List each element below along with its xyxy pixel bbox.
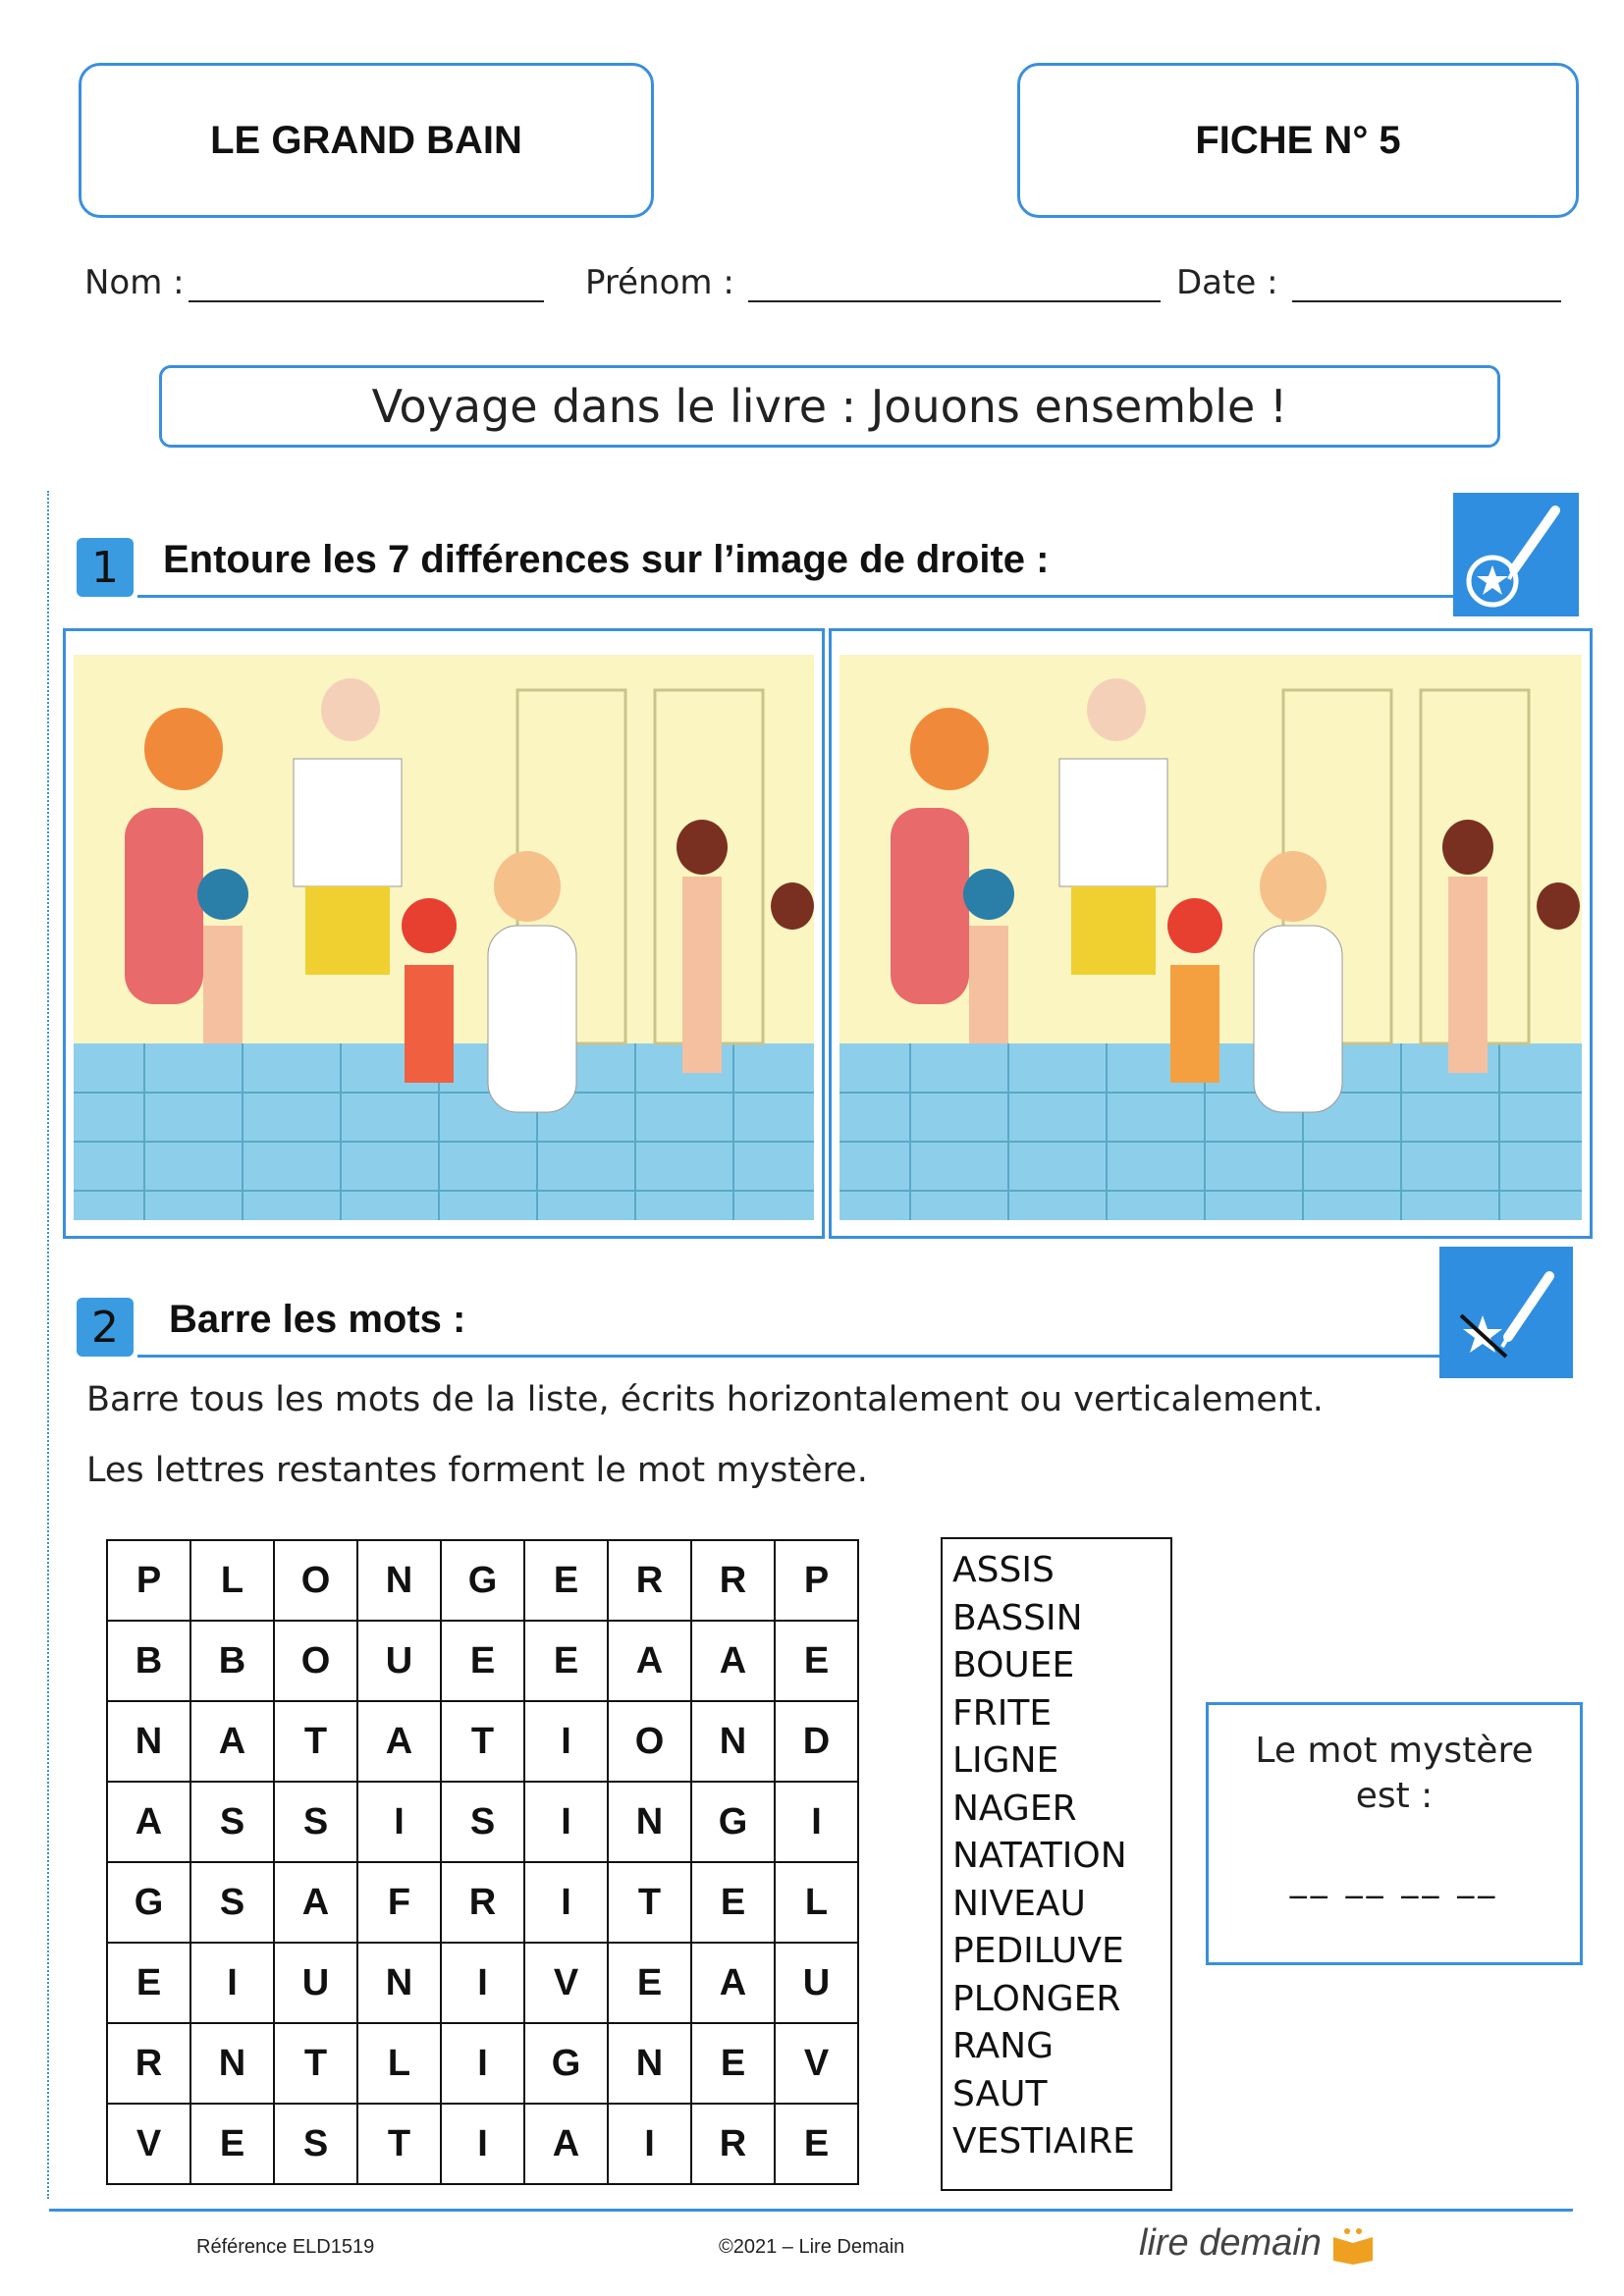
word-list-item: VESTIAIRE bbox=[952, 2121, 1135, 2162]
section-1-title: Entoure les 7 différences sur l’image de droite : bbox=[163, 538, 1050, 581]
grid-cell[interactable]: N bbox=[691, 1701, 775, 1782]
grid-cell[interactable]: F bbox=[357, 1862, 441, 1943]
grid-cell[interactable]: E bbox=[608, 1943, 691, 2023]
grid-row bbox=[107, 1943, 858, 2023]
grid-cell[interactable]: I bbox=[441, 2104, 524, 2184]
grid-cell[interactable]: D bbox=[775, 1701, 858, 1782]
differences-picture[interactable] bbox=[829, 628, 1593, 1239]
grid-cell[interactable]: I bbox=[775, 1782, 858, 1862]
cross-pencil-svg bbox=[1439, 1247, 1573, 1378]
prenom-field[interactable] bbox=[748, 300, 1161, 302]
word-list-item: NATATION bbox=[952, 1836, 1127, 1876]
grid-cell[interactable]: E bbox=[775, 2104, 858, 2184]
grid-row bbox=[107, 1701, 858, 1782]
grid-cell[interactable]: E bbox=[190, 2104, 274, 2184]
grid-cell[interactable]: U bbox=[775, 1943, 858, 2023]
grid-cell[interactable]: N bbox=[357, 1540, 441, 1621]
book-icon bbox=[1331, 2225, 1375, 2265]
pool-scene-modified bbox=[832, 631, 1590, 1236]
footer-rule bbox=[49, 2209, 1573, 2212]
word-list-item: SAUT bbox=[952, 2073, 1048, 2114]
grid-cell[interactable]: L bbox=[190, 1540, 274, 1621]
grid-cell[interactable]: E bbox=[691, 1862, 775, 1943]
grid-row bbox=[107, 1621, 858, 1701]
section-2-number bbox=[77, 1298, 134, 1357]
section-1-number-text: 1 bbox=[91, 542, 119, 593]
banner-text: Voyage dans le livre : Jouons ensemble ! bbox=[371, 380, 1288, 433]
grid-cell[interactable]: A bbox=[691, 1621, 775, 1701]
prenom-label: Prénom : bbox=[585, 263, 734, 302]
grid-cell[interactable]: G bbox=[524, 2023, 608, 2104]
grid-cell[interactable]: V bbox=[775, 2023, 858, 2104]
grid-cell[interactable]: A bbox=[357, 1701, 441, 1782]
grid-cell[interactable]: I bbox=[441, 1943, 524, 2023]
mystery-prompt bbox=[1209, 1729, 1580, 1819]
footer-copyright: ©2021 – Lire Demain bbox=[719, 2236, 905, 2258]
grid-cell[interactable]: N bbox=[190, 2023, 274, 2104]
grid-row bbox=[107, 2104, 858, 2184]
grid-cell[interactable]: E bbox=[107, 1943, 190, 2023]
section-2-rule bbox=[137, 1355, 1439, 1358]
section-2-number-text: 2 bbox=[91, 1302, 119, 1353]
grid-cell[interactable]: V bbox=[524, 1943, 608, 2023]
grid-cell[interactable]: A bbox=[524, 2104, 608, 2184]
grid-cell[interactable]: I bbox=[357, 1782, 441, 1862]
grid-cell[interactable]: B bbox=[190, 1621, 274, 1701]
grid-row bbox=[107, 1862, 858, 1943]
footer-reference: Référence ELD1519 bbox=[196, 2236, 375, 2258]
grid-cell[interactable]: T bbox=[274, 2023, 357, 2104]
grid-cell[interactable]: E bbox=[691, 2023, 775, 2104]
grid-cell[interactable]: R bbox=[691, 2104, 775, 2184]
grid-cell[interactable]: G bbox=[107, 1862, 190, 1943]
logo-text: lire demain bbox=[1139, 2222, 1322, 2264]
left-margin-dotted-line bbox=[47, 491, 49, 2199]
grid-cell[interactable]: L bbox=[357, 2023, 441, 2104]
mystery-word-box bbox=[1206, 1702, 1583, 1965]
grid-cell[interactable]: G bbox=[441, 1540, 524, 1621]
grid-cell[interactable]: I bbox=[524, 1701, 608, 1782]
cross-pencil-icon bbox=[1439, 1247, 1573, 1378]
grid-cell[interactable]: R bbox=[608, 1540, 691, 1621]
grid-cell[interactable]: P bbox=[775, 1540, 858, 1621]
grid-cell[interactable]: S bbox=[190, 1862, 274, 1943]
title-box-right bbox=[1017, 63, 1579, 218]
mystery-line-1: Le mot mystère bbox=[1255, 1731, 1534, 1771]
grid-cell[interactable]: O bbox=[274, 1621, 357, 1701]
word-list-item: ASSIS bbox=[952, 1550, 1055, 1590]
word-list-item: PEDILUVE bbox=[952, 1931, 1124, 1971]
grid-cell[interactable]: A bbox=[274, 1862, 357, 1943]
star-pencil-icon bbox=[1453, 493, 1579, 616]
word-list-item: BASSIN bbox=[952, 1597, 1083, 1638]
grid-cell[interactable]: B bbox=[107, 1621, 190, 1701]
word-list-item: NAGER bbox=[952, 1788, 1077, 1829]
grid-cell[interactable]: N bbox=[107, 1701, 190, 1782]
title-box-left bbox=[79, 63, 654, 218]
date-field[interactable] bbox=[1292, 300, 1561, 302]
grid-cell[interactable]: R bbox=[441, 1862, 524, 1943]
grid-cell[interactable]: A bbox=[608, 1621, 691, 1701]
word-search-grid[interactable] bbox=[106, 1539, 859, 2185]
nom-label: Nom : bbox=[84, 263, 185, 302]
grid-cell[interactable]: I bbox=[524, 1862, 608, 1943]
original-picture bbox=[63, 628, 825, 1239]
word-list-item: PLONGER bbox=[952, 1978, 1121, 2019]
grid-cell[interactable]: I bbox=[608, 2104, 691, 2184]
grid-cell[interactable]: N bbox=[357, 1943, 441, 2023]
grid-cell[interactable]: A bbox=[190, 1701, 274, 1782]
instruction-line-2: Les lettres restantes forment le mot mystère. bbox=[86, 1451, 868, 1490]
grid-cell[interactable]: S bbox=[274, 2104, 357, 2184]
grid-cell[interactable]: L bbox=[775, 1862, 858, 1943]
word-list-item: RANG bbox=[952, 2026, 1055, 2066]
grid-cell[interactable]: T bbox=[357, 2104, 441, 2184]
grid-cell[interactable]: P bbox=[107, 1540, 190, 1621]
grid-cell[interactable]: A bbox=[691, 1943, 775, 2023]
grid-cell[interactable]: G bbox=[691, 1782, 775, 1862]
grid-cell[interactable]: I bbox=[524, 1782, 608, 1862]
grid-cell[interactable]: A bbox=[107, 1782, 190, 1862]
grid-cell[interactable]: N bbox=[608, 2023, 691, 2104]
section-2-title: Barre les mots : bbox=[169, 1298, 466, 1341]
grid-row bbox=[107, 1782, 858, 1862]
grid-cell[interactable]: T bbox=[441, 1701, 524, 1782]
word-list-item: NIVEAU bbox=[952, 1883, 1086, 1924]
grid-cell[interactable]: E bbox=[524, 1540, 608, 1621]
word-list-item: LIGNE bbox=[952, 1740, 1059, 1781]
grid-cell[interactable]: E bbox=[441, 1621, 524, 1701]
date-label: Date : bbox=[1176, 263, 1278, 302]
grid-cell[interactable]: O bbox=[274, 1540, 357, 1621]
grid-row bbox=[107, 2023, 858, 2104]
grid-cell[interactable]: S bbox=[441, 1782, 524, 1862]
grid-cell[interactable]: R bbox=[107, 2023, 190, 2104]
section-1-rule bbox=[137, 595, 1453, 598]
pool-scene-original bbox=[66, 631, 822, 1236]
grid-cell[interactable]: S bbox=[190, 1782, 274, 1862]
word-list-item: FRITE bbox=[952, 1692, 1053, 1734]
sheet-number: FICHE N° 5 bbox=[1195, 118, 1401, 162]
word-list-item: BOUEE bbox=[952, 1645, 1075, 1685]
grid-cell[interactable]: S bbox=[274, 1782, 357, 1862]
grid-row bbox=[107, 1540, 858, 1621]
grid-cell[interactable]: R bbox=[691, 1540, 775, 1621]
grid-cell[interactable]: N bbox=[608, 1782, 691, 1862]
grid-cell[interactable]: I bbox=[441, 2023, 524, 2104]
grid-cell[interactable]: U bbox=[274, 1943, 357, 2023]
grid-cell[interactable]: U bbox=[357, 1621, 441, 1701]
grid-cell[interactable]: T bbox=[608, 1862, 691, 1943]
word-list bbox=[941, 1537, 1172, 2191]
mystery-line-2: est : bbox=[1355, 1776, 1434, 1816]
instruction-line-1: Barre tous les mots de la liste, écrits horizontalement ou verticalement. bbox=[86, 1380, 1324, 1419]
grid-cell[interactable]: E bbox=[524, 1621, 608, 1701]
grid-cell[interactable]: O bbox=[608, 1701, 691, 1782]
grid-cell[interactable]: I bbox=[190, 1943, 274, 2023]
grid-cell[interactable]: V bbox=[107, 2104, 190, 2184]
mystery-answer-blanks[interactable]: __ __ __ __ bbox=[1289, 1860, 1499, 1899]
worksheet-title: LE GRAND BAIN bbox=[210, 118, 522, 162]
star-pencil-svg bbox=[1453, 493, 1579, 616]
section-1-number bbox=[77, 538, 134, 597]
publisher-logo bbox=[1139, 2222, 1375, 2265]
grid-cell[interactable]: T bbox=[274, 1701, 357, 1782]
grid-cell[interactable]: E bbox=[775, 1621, 858, 1701]
banner bbox=[159, 365, 1500, 448]
nom-field[interactable] bbox=[189, 300, 544, 302]
